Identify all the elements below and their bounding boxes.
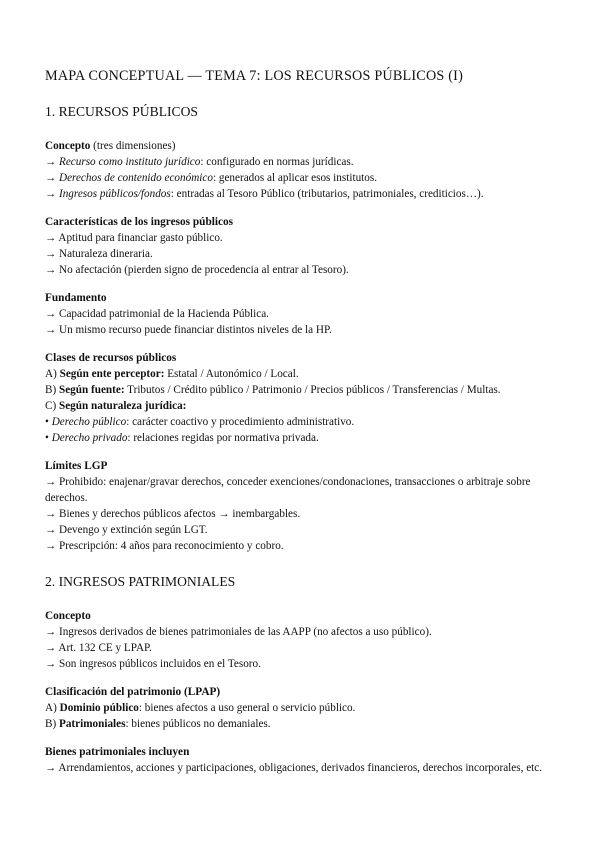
s1-concepto-note: (tres dimensiones) bbox=[90, 140, 176, 152]
s1-clases-a bbox=[45, 366, 565, 382]
s2-clasificacion-b bbox=[45, 716, 565, 732]
list-item: → Prescripción: 4 años para reconocimiento y cobro. bbox=[45, 540, 284, 552]
item-text: : bienes públicos no demaniales. bbox=[125, 718, 271, 730]
document-title: MAPA CONCEPTUAL — TEMA 7: LOS RECURSOS PÚBLICOS (I) bbox=[45, 68, 464, 84]
list-item: → Art. 132 CE y LPAP. bbox=[45, 642, 152, 654]
item-text: : bienes afectos a uso general o servicio público. bbox=[138, 702, 356, 714]
s1-concepto-item-2-term: Derechos de contenido económico bbox=[58, 172, 213, 184]
arrow: → bbox=[45, 172, 59, 184]
s1-concepto-label: Concepto bbox=[45, 140, 91, 152]
item-term: Patrimoniales bbox=[58, 718, 126, 730]
arrow: → bbox=[45, 188, 59, 200]
item-term: Según fuente: bbox=[58, 384, 125, 396]
list-item: → Ingresos derivados de bienes patrimoniales de las AAPP (no afectos a uso público). bbox=[45, 626, 432, 638]
s1-concepto-label-line bbox=[45, 138, 565, 154]
item-prefix: B) bbox=[45, 384, 59, 396]
list-item: → Capacidad patrimonial de la Hacienda Pública. bbox=[45, 308, 269, 320]
s2-clasificacion-block bbox=[45, 684, 565, 732]
section-2-heading: 2. INGRESOS PATRIMONIALES bbox=[45, 574, 236, 589]
s1-fundamento-block bbox=[45, 290, 565, 338]
item-prefix: A) bbox=[45, 702, 60, 714]
list-item: → Son ingresos públicos incluidos en el Tesoro. bbox=[45, 658, 261, 670]
list-item: → Prohibido: enajenar/gravar derechos, conceder exenciones/condonaciones, transacciones o arbitraje sobre derechos. bbox=[45, 476, 531, 504]
s1-concepto-item-3-text: : entradas al Tesoro Público (tributarios, patrimoniales, crediticios…). bbox=[170, 188, 484, 200]
s1-limites-label: Límites LGP bbox=[45, 460, 108, 472]
s1-clases-c bbox=[45, 398, 565, 414]
arrow: → bbox=[45, 156, 59, 168]
s1-caracteristicas-block bbox=[45, 214, 565, 278]
item-text: Estatal / Autonómico / Local. bbox=[164, 368, 299, 380]
s1-concepto-block bbox=[45, 138, 565, 202]
document-body bbox=[45, 104, 565, 788]
s1-fundamento-label: Fundamento bbox=[45, 292, 107, 304]
s2-concepto-label: Concepto bbox=[45, 610, 91, 622]
list-item: → Aptitud para financiar gasto público. bbox=[45, 232, 223, 244]
section-1-heading: 1. RECURSOS PÚBLICOS bbox=[45, 104, 198, 119]
item-prefix: B) bbox=[45, 718, 59, 730]
list-item: → Arrendamientos, acciones y participaciones, obligaciones, derivados financieros, derechos incorporales, etc. bbox=[45, 762, 543, 774]
s1-concepto-item-1-text: : configurado en normas jurídicas. bbox=[200, 156, 354, 168]
s1-limites-block bbox=[45, 458, 565, 554]
s1-concepto-item-3 bbox=[45, 186, 565, 202]
s1-concepto-item-2 bbox=[45, 170, 565, 186]
s1-concepto-item-1-term: Recurso como instituto jurídico bbox=[58, 156, 201, 168]
item-prefix: C) bbox=[45, 400, 59, 412]
list-item: → Bienes y derechos públicos afectos → inembargables. bbox=[45, 508, 301, 520]
bullet: • bbox=[45, 432, 52, 444]
s1-clases-d2 bbox=[45, 430, 565, 446]
s1-clases-block bbox=[45, 350, 565, 446]
s1-concepto-item-1 bbox=[45, 154, 565, 170]
s2-bienes-block bbox=[45, 744, 565, 776]
list-item: → Un mismo recurso puede financiar distintos niveles de la HP. bbox=[45, 324, 332, 336]
item-text: Tributos / Crédito público / Patrimonio / Precios públicos / Transferencias / Multas. bbox=[124, 384, 501, 396]
list-item: → Devengo y extinción según LGT. bbox=[45, 524, 208, 536]
item-term: Derecho privado bbox=[51, 432, 128, 444]
s1-clases-d1 bbox=[45, 414, 565, 430]
s1-caracteristicas-label: Características de los ingresos públicos bbox=[45, 216, 234, 228]
s1-clases-label: Clases de recursos públicos bbox=[45, 352, 177, 364]
item-term: Dominio público bbox=[59, 702, 139, 714]
list-item: → No afectación (pierden signo de procedencia al entrar al Tesoro). bbox=[45, 264, 349, 276]
list-item: → Naturaleza dineraria. bbox=[45, 248, 153, 260]
s2-clasificacion-a bbox=[45, 700, 565, 716]
s2-clasificacion-label: Clasificación del patrimonio (LPAP) bbox=[45, 686, 221, 698]
s1-clases-b bbox=[45, 382, 565, 398]
s1-concepto-item-2-text: : generados al aplicar esos institutos. bbox=[212, 172, 378, 184]
s2-concepto-block bbox=[45, 608, 565, 672]
bullet: • bbox=[45, 416, 52, 428]
item-term: Derecho público bbox=[51, 416, 127, 428]
item-text: : carácter coactivo y procedimiento administrativo. bbox=[126, 416, 355, 428]
item-term: Según ente perceptor: bbox=[59, 368, 165, 380]
item-prefix: A) bbox=[45, 368, 60, 380]
item-term: Según naturaleza jurídica: bbox=[58, 400, 187, 412]
s1-concepto-item-3-term: Ingresos públicos/fondos bbox=[58, 188, 171, 200]
item-text: : relaciones regidas por normativa privada. bbox=[127, 432, 319, 444]
s2-bienes-label: Bienes patrimoniales incluyen bbox=[45, 746, 190, 758]
